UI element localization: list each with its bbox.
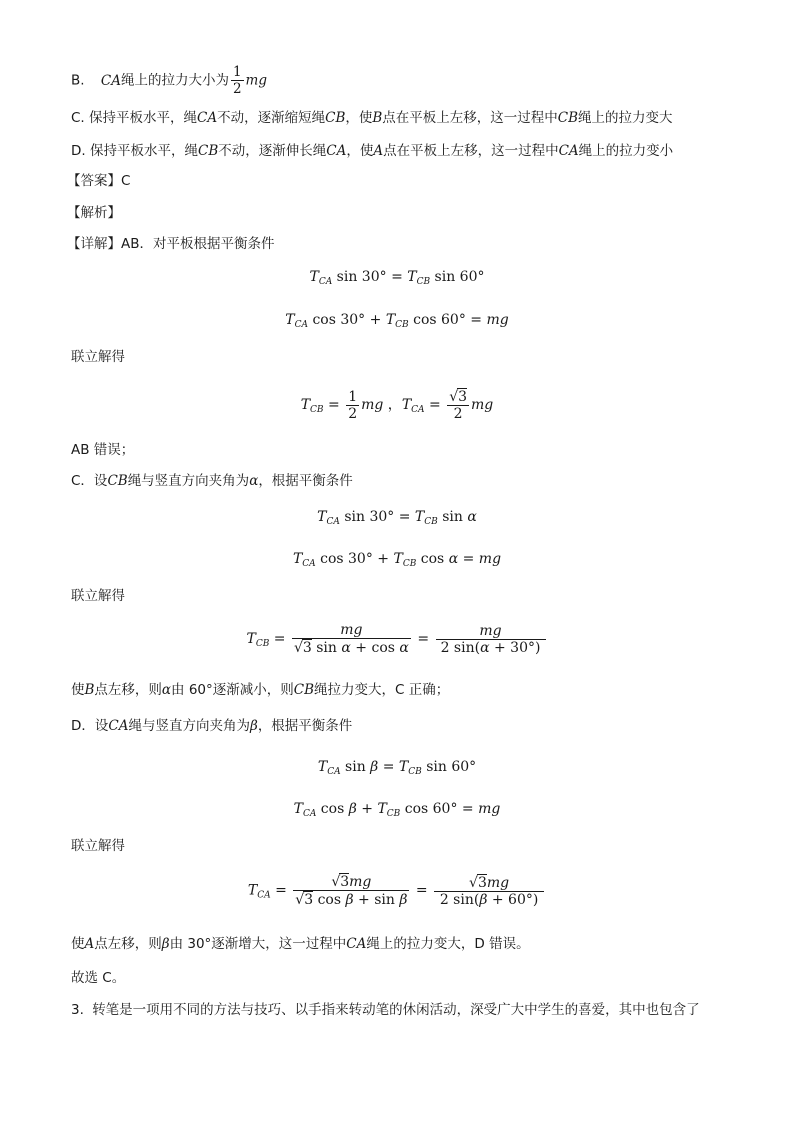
option-c-text3: ，使: [345, 110, 373, 126]
c-intro-t2: 绳与竖直方向夹角为: [127, 473, 250, 489]
option-c-text: C. 保持平板水平，绳: [71, 110, 198, 126]
var-a: A: [84, 936, 95, 952]
answer-value: C: [121, 173, 131, 189]
var-mg: mg: [245, 72, 267, 89]
equation-8: $T_{CA}$ $\cos \beta + T_{CB}$ cos 60° = mg: [293, 801, 501, 819]
var-b: B: [84, 682, 95, 698]
equation-4: $T_{CA}$ $\sin 30^\circ = T_{CB}$ sin α: [317, 509, 477, 527]
option-d-text4: 点在平板上左移，这一过程中: [383, 143, 559, 159]
d-concl-t2: 点左移，则: [94, 936, 162, 952]
equation-6: $T_{CB}$ = $\frac{mg}{\text{√3 sin α + cos α}}$ = $\frac{mg}{2 \sin(\alpha + 30^\circ)}$: [0, 622, 794, 661]
var-ca: CA: [346, 936, 367, 952]
detail-text: AB．对平板根据平衡条件: [121, 236, 275, 252]
var-cb: CB: [107, 473, 128, 489]
c-intro-t1: C．设: [71, 473, 108, 489]
choose-line: 故选 C。: [71, 970, 126, 986]
d-intro: [71, 716, 352, 736]
equation-3: $T_{CB}$ = $\frac{1}{2}$ mg ，$T_{CA}$ = $\frac{√3}{2}$ mg: [300, 388, 494, 422]
var-beta: β: [161, 936, 170, 952]
c-intro-t3: ，根据平衡条件: [258, 473, 353, 489]
q3-num: 3.: [71, 1002, 84, 1018]
var-ca: CA: [108, 718, 129, 734]
lianli-2: 联立解得: [71, 588, 125, 604]
var-ca: CA: [558, 143, 579, 159]
var-cb: CB: [557, 110, 579, 126]
option-d-text2: 不动，逐渐伸长绳: [218, 143, 327, 159]
var-ca: CA: [197, 110, 218, 126]
option-c-text4: 点在平板上左移，这一过程中: [382, 110, 558, 126]
d-intro-t2: 绳与竖直方向夹角为: [128, 718, 250, 734]
option-d-text3: ，使: [346, 143, 374, 159]
option-b-text: 绳上的拉力大小为: [120, 72, 229, 89]
detail-line: [67, 234, 275, 254]
c-concl-t2: 点左移，则: [94, 682, 162, 698]
q3-text: 转笔是一项用不同的方法与技巧、以手指来转动笔的休闲活动，深受广大中学生的喜爱，其中也包含了: [92, 1002, 700, 1018]
d-conclusion: [71, 934, 530, 954]
var-a: A: [373, 143, 384, 159]
var-cb: CB: [197, 143, 219, 159]
var-ca: CA: [100, 72, 121, 89]
d-concl-t4: 绳上的拉力变大，D 错误。: [366, 936, 530, 952]
frac-num: 1: [232, 64, 242, 80]
analysis-tag: 【解析】: [67, 205, 121, 221]
option-c-text5: 绳上的拉力变大: [578, 110, 673, 126]
equation-7: $T_{CA}$ $\sin \beta = T_{CB}$ sin 60°: [317, 759, 477, 777]
c-conclusion: [71, 680, 449, 700]
c-concl-t4: 绳拉力变大，C 正确；: [314, 682, 450, 698]
var-ca: CA: [326, 143, 347, 159]
var-alpha: α: [249, 473, 259, 489]
d-intro-t1: D．设: [71, 718, 109, 734]
option-c-text2: 不动，逐渐缩短绳: [217, 110, 326, 126]
option-d-text: D. 保持平板水平，绳: [71, 143, 198, 159]
d-concl-t1: 使: [71, 936, 85, 952]
var-cb: CB: [325, 110, 346, 126]
lianli-1: 联立解得: [71, 349, 125, 365]
option-b: [71, 64, 267, 97]
answer-tag: 【答案】: [67, 173, 121, 189]
var-b: B: [372, 110, 383, 126]
option-d-text5: 绳上的拉力变小: [578, 143, 674, 159]
equation-1: $T_{CA}$ $\sin 30^\circ = T_{CB}$ sin 60°: [309, 269, 485, 287]
lianli-3: 联立解得: [71, 838, 125, 854]
d-concl-t3: 由 30°逐渐增大，这一过程中: [169, 936, 347, 952]
detail-tag: 【详解】: [67, 236, 121, 252]
answer-line: [67, 171, 130, 191]
var-cb: CB: [293, 682, 315, 698]
option-b-label: B.: [71, 72, 85, 89]
c-concl-t3: 由 60°逐渐减小，则: [171, 682, 294, 698]
question-3: [71, 1000, 700, 1020]
option-d: [71, 141, 673, 161]
equation-2: $T_{CA}$ $\cos 30^\circ + T_{CB}$ cos 60° = mg: [285, 312, 509, 330]
equation-5: $T_{CA}$ $\cos 30^\circ + T_{CB}$ cos α = mg: [292, 551, 502, 569]
frac-den: 2: [232, 81, 242, 97]
var-beta: β: [250, 718, 258, 734]
fraction-half: [231, 64, 244, 97]
var-alpha: α: [161, 682, 172, 698]
ab-wrong: AB 错误；: [71, 442, 135, 458]
option-c: [71, 108, 673, 128]
d-intro-t3: ，根据平衡条件: [257, 718, 353, 734]
c-concl-t1: 使: [71, 682, 85, 698]
c-intro: [71, 471, 353, 491]
equation-9: $T_{CA}$ = $\frac{√3mg}{\text{√3 cos β + sin β}}$ = $\frac{√3mg}{2 \sin(\beta + 60^\circ)}$: [0, 873, 794, 913]
